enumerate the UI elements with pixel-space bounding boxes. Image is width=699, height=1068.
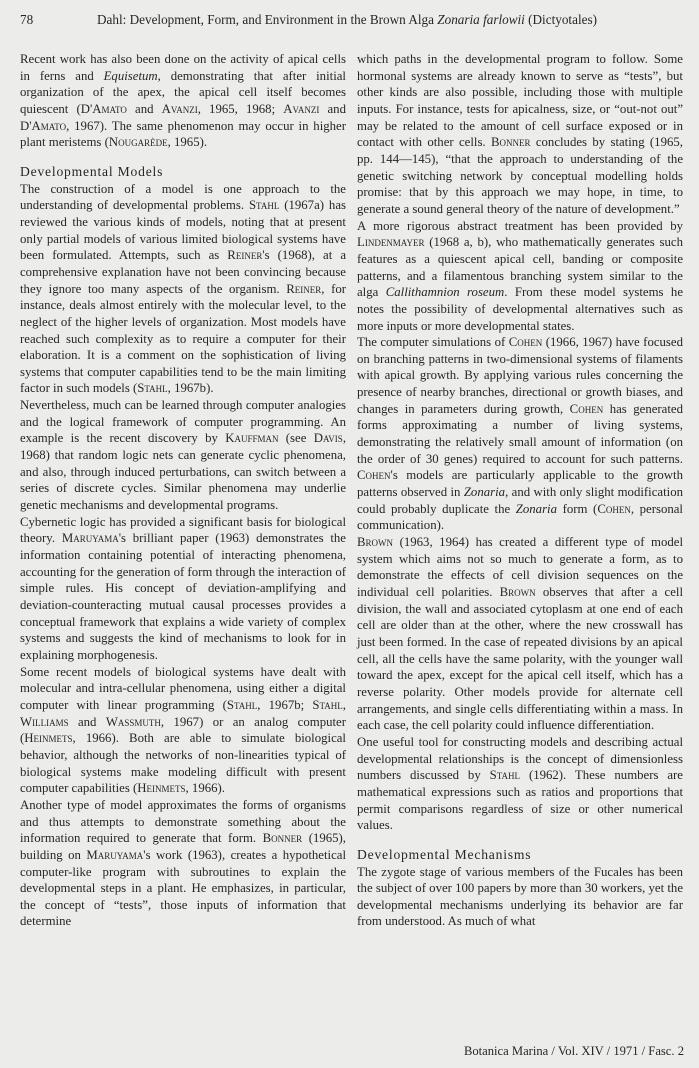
page-number: 78 <box>20 12 34 27</box>
running-header <box>20 12 684 32</box>
paragraph: The zygote stage of various members of the Fucales has been the subject of over 100 papers by more than 30 workers, yet the developmental mechanisms underlying its behavior are far from understood. As much of what <box>357 864 683 929</box>
paragraph: which paths in the developmental program to follow. Some hormonal systems are already known to serve as “tests”, but other kinds are also possible, including those with multiple inputs. For instance, tests for apicalness, size, or “out-not out” may be related to the amount of cell surface exposed or in contact with other cells. Bonner concludes by stating (1965, pp. 144—145), “that the approach to understanding of the genetic switching network by conceptual modelling holds promise: that by this approach we may hope, in time, to generate a sound general theory of the nature of development.” <box>357 52 683 216</box>
running-head: Dahl: Development, Form, and Environment in the Brown Alga Zonaria farlowii (Dictyotales) <box>97 12 597 27</box>
right-column <box>357 51 683 930</box>
paragraph: The computer simulations of Cohen (1966, 1967) have focused on branching patterns in two-dimensional systems of filaments with apical growth. By applying various rules concerning the presence of nearby branches, directional or growth biases, and changes in parameters during growth, Cohen has generated forms approximating a number of living systems, demonstrating the relatively small amount of information (on the order of 30 genes) required to account for such patterns. Cohen's models are particularly applicable to the growth patterns observed in Zonaria, and with only slight modification could probably duplicate the Zonaria form (Cohen, personal communication). <box>357 335 683 533</box>
paragraph: Another type of model approximates the forms of organisms and thus attempts to demonstrate something about the information required to generate that form. Bonner (1965), building on Maruyama's work (1963), creates a hypothetical computer-like program with subroutines to explain the developmental steps in a plant. He emphasizes, in particular, the concept of “tests”, those inputs of information that determine <box>20 797 347 929</box>
paragraph: Brown (1963, 1964) has created a different type of model system which aims not so much to generate a form, as to demonstrate the effects of cell division sequences on the individual cell polarities. Brown observes that after a cell division, the wall and associated cytoplasm at one end of each cell are older than at the other, where the new crosswall has just been formed. In the case of repeated divisions by an apical cell, all the cells have the same polarity, with the younger wall toward the apex, except for the apical cell itself, which has a reverse polarity. Other models provide for alternate cell arrangements, and single cells differentiating within a mass. In each case, the cell polarity could influence differentiation. <box>357 535 683 733</box>
journal-footer: Botanica Marina / Vol. XIV / 1971 / Fasc. 2 <box>463 1044 684 1058</box>
paragraph: Nevertheless, much can be learned through computer analogies and the logical framework of computer programming. An example is the recent discovery by Kauffman (see Davis, 1968) that random logic nets can generate cyclic phenomena, and also, through induced perturbations, can switch between a series of discrete cycles. Similar phenomena may underlie genetic mechanisms and developmental programs. <box>20 398 347 513</box>
paragraph: One useful tool for constructing models and describing actual developmental relationships is the concept of dimensionless numbers discussed by Stahl (1962). These numbers are mathematical expressions such as ratios and proportions that permit comparisons regardless of size or other numerical values. <box>357 734 683 833</box>
paragraph: A more rigorous abstract treatment has been provided by Lindenmayer (1968 a, b), who mathematically generates such features as a quiescent apical cell, banding or composite patterns, and a filamentous branching system similar to the alga Callithamnion roseum. From these model systems he notes the possibility of developmental alternatives such as more inputs or more developmental states. <box>357 218 683 333</box>
section-heading: Developmental Mechanisms <box>357 846 532 862</box>
paragraph: The construction of a model is one approach to the understanding of developmental problems. Stahl (1967a) has reviewed the various kinds of models, noting that at present only partial models of various limited biological systems have been formulated. Attempts, such as Reiner's (1968), at a comprehensive explanation have not been convincing because they ignore too many aspects of the organism. Reiner, for instance, deals almost entirely with the molecular level, to the neglect of the higher levels of organization. Most models have reached such complexity as to require a computer for their elaboration. It is a comment on the sophistication of living systems that computer capabilities tend to be the main limiting factor in such models (Stahl, 1967b). <box>20 181 346 396</box>
species-name: Zonaria farlowii <box>437 12 525 27</box>
paragraph: Recent work has also been done on the activity of apical cells in ferns and Equisetum, demonstrating that after initial organization of the apex, the apical cell itself becomes quiescent (D'Amato and Avanzi, 1965, 1968; Avanzi and D'Amato, 1967). The same phenomenon may occur in higher plant meristems (Nougarède, 1965). <box>20 52 346 150</box>
section-heading: Developmental Models <box>20 163 164 179</box>
left-column <box>20 51 346 930</box>
paragraph: Some recent models of biological systems have dealt with molecular and intra-cellular phenomena, using either a digital computer with linear programming (Stahl, 1967b; Stahl, Williams and Wassmuth, 1967) or an analog computer (Heinmets, 1966). Both are able to simulate biological behavior, although the networks of non-linearities typical of biological systems make modeling difficult with present computer capabilities (Heinmets, 1966). <box>20 664 346 796</box>
paragraph: Cybernetic logic has provided a significant basis for biological theory. Maruyama's brilliant paper (1963) demonstrates the information containing potential of interacting phenomena, accounting for the generation of form through the interaction of simple rules. His concept of deviation-amplifying and deviation-counteracting mutual causal processes provides a conceptual framework that explains a wide variety of complex systems and suggests the kind of mechanisms to look for in explaining morphogenesis. <box>20 514 346 662</box>
